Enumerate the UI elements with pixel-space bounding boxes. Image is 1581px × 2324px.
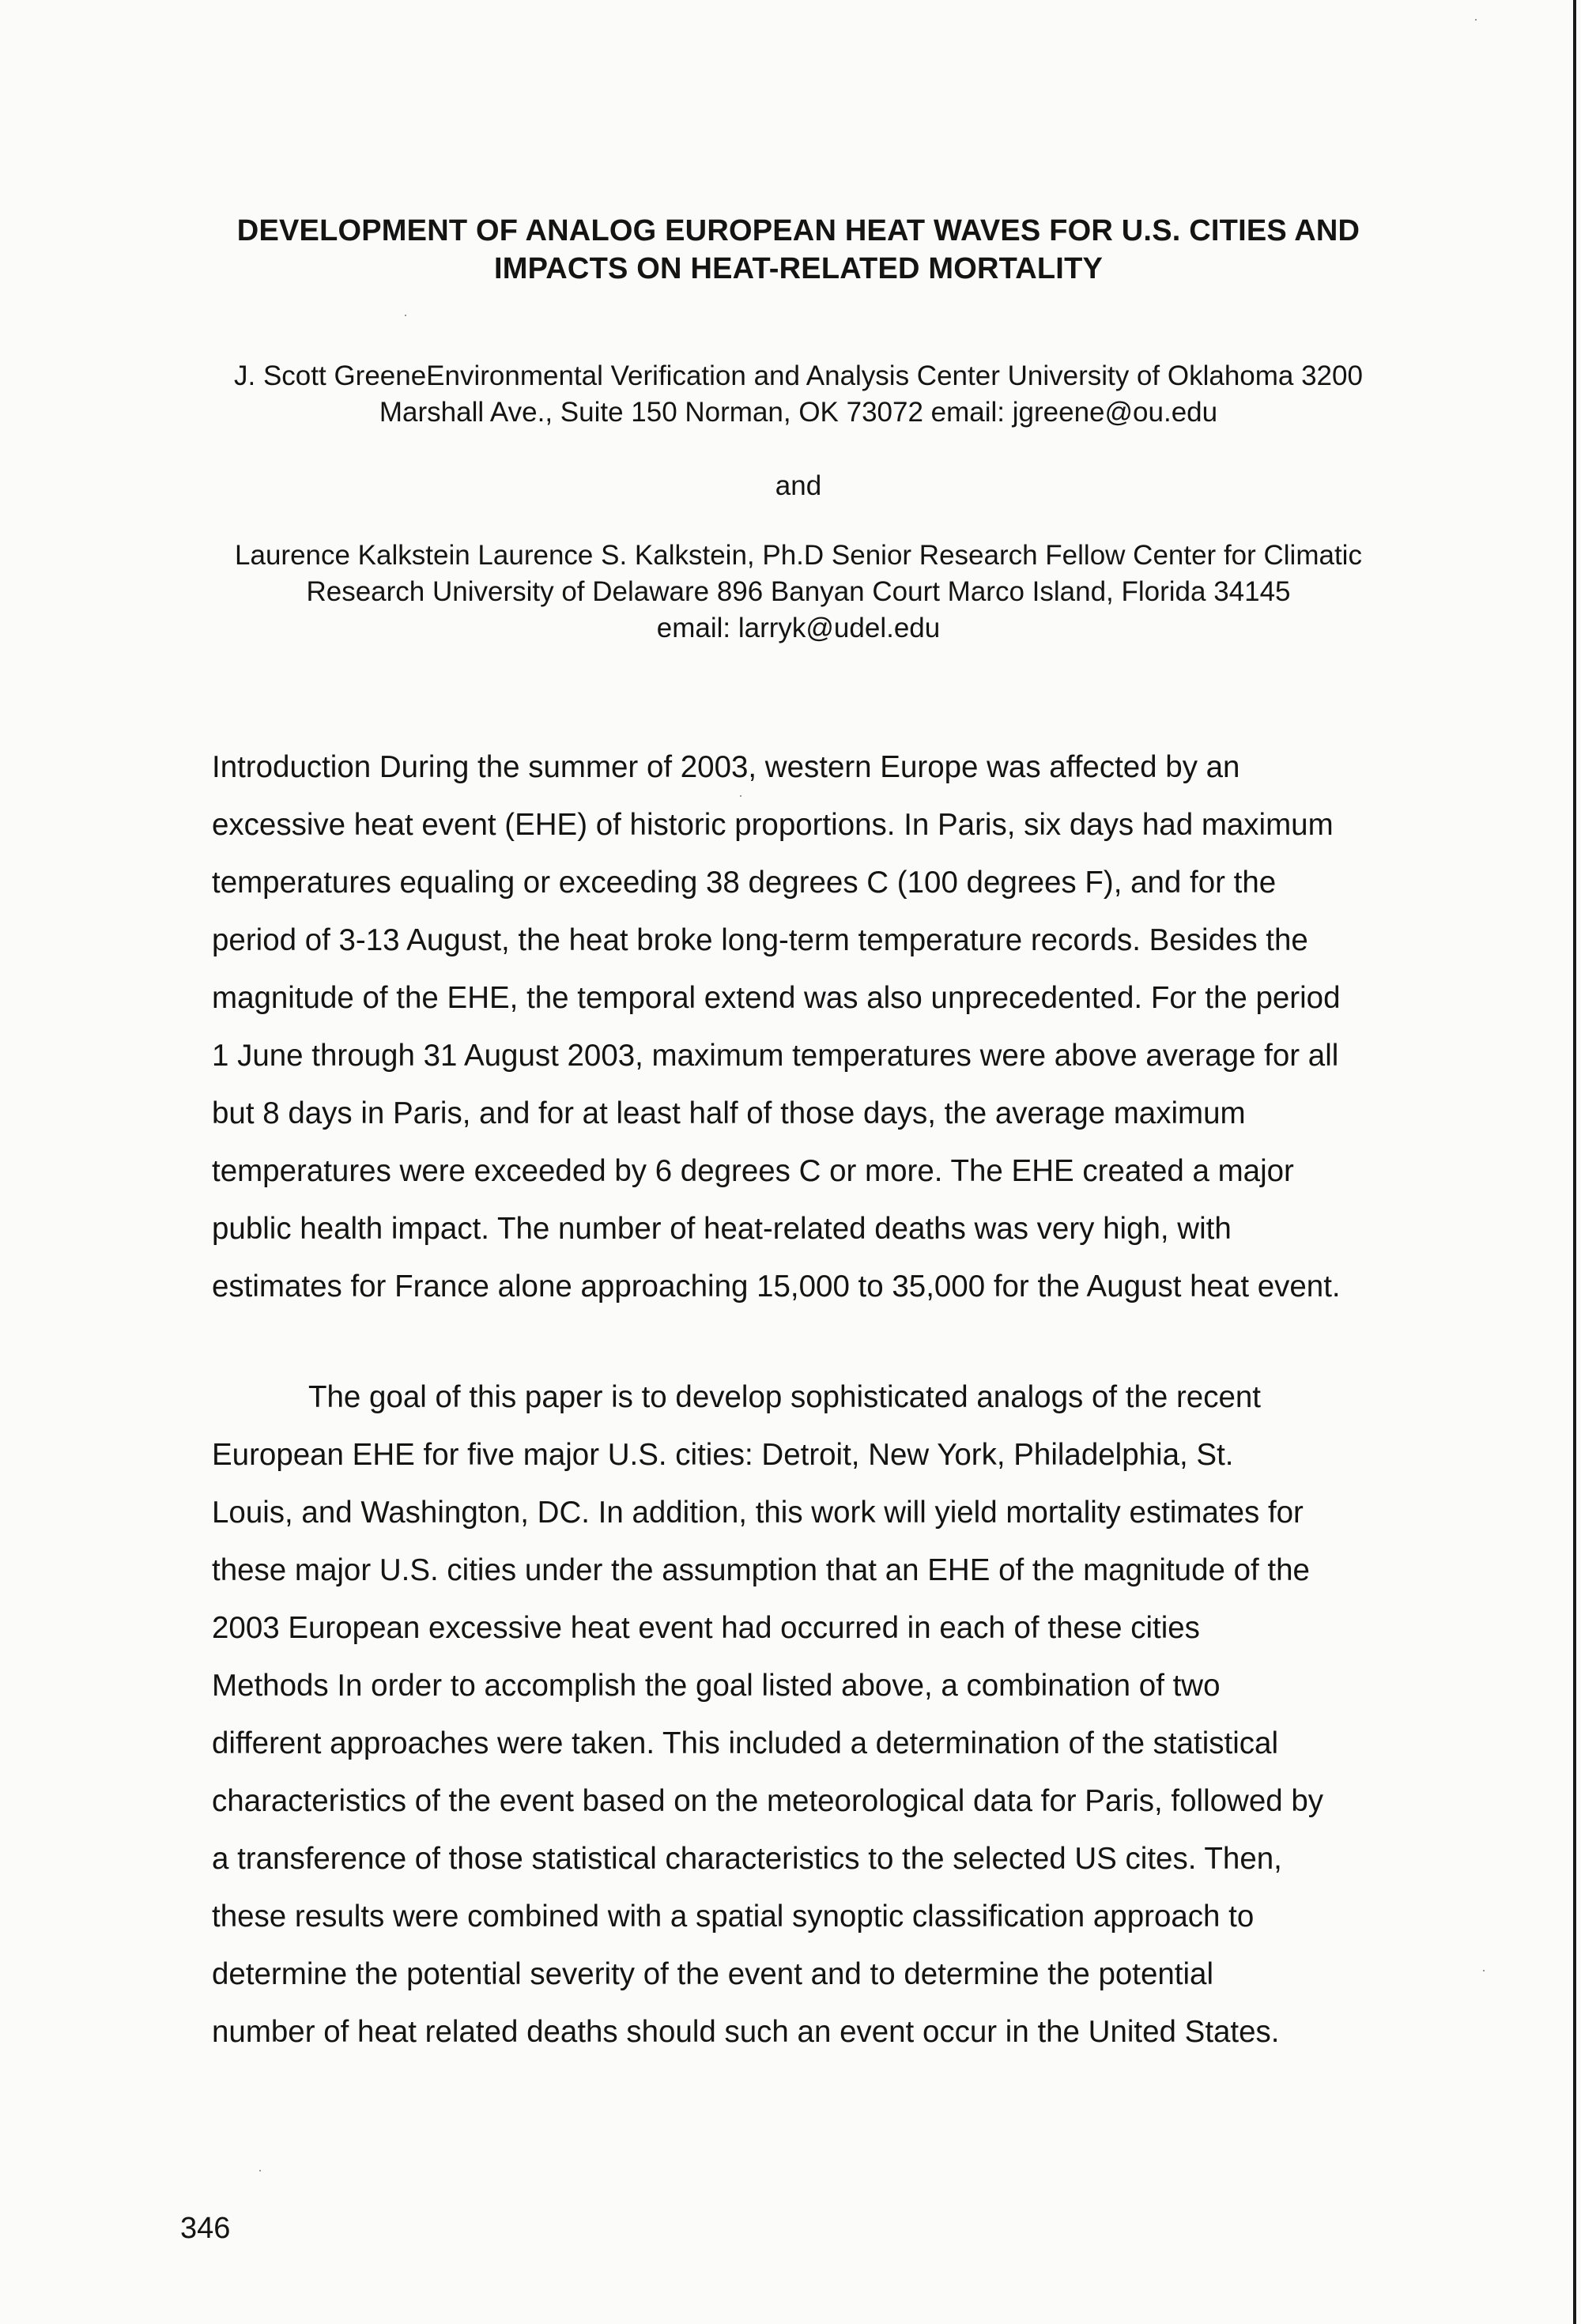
paragraph-line: period of 3-13 August, the heat broke long-term temperature records. Besides the [212,923,1308,957]
paragraph-line: Introduction During the summer of 2003, western Europe was affected by an [212,750,1240,784]
title-line-2: IMPACTS ON HEAT-RELATED MORTALITY [493,252,1104,285]
scan-speck [740,795,741,797]
page-number: 346 [180,2212,231,2245]
scan-speck [1475,19,1477,21]
paragraph-line: Methods In order to accomplish the goal listed above, a combination of two [212,1669,1221,1703]
scan-speck [1483,1970,1485,1971]
author-1-line-2: Marshall Ave., Suite 150 Norman, OK 73072 email: jgreene@ou.edu [379,397,1218,428]
paragraph-line: but 8 days in Paris, and for at least half of those days, the average maximum [212,1096,1246,1130]
paragraph-line: these results were combined with a spatial synoptic classification approach to [212,1900,1255,1934]
paragraph-line: temperatures were exceeded by 6 degrees C or more. The EHE created a major [212,1154,1294,1188]
paragraph-line: magnitude of the EHE, the temporal extend was also unprecedented. For the period [212,981,1341,1015]
paragraph-line: European EHE for five major U.S. cities: Detroit, New York, Philadelphia, St. [212,1438,1234,1472]
author-2-line-3: email: larryk@udel.edu [656,613,941,643]
paragraph-line: The goal of this paper is to develop sophisticated analogs of the recent [308,1380,1261,1414]
author-2-line-1: Laurence Kalkstein Laurence S. Kalkstein, Ph.D Senior Research Fellow Center for Climatic [235,540,1362,571]
author-2-affiliation [158,538,1439,647]
scan-speck [405,315,406,316]
paper-title [158,212,1439,288]
paragraph-line: 1 June through 31 August 2003, maximum temperatures were above average for all [212,1039,1339,1073]
author-1-line-1: J. Scott GreeneEnvironmental Verification and Analysis Center University of Oklahoma 3200 [234,360,1363,391]
title-line-1: DEVELOPMENT OF ANALOG EUROPEAN HEAT WAVES FOR U.S. CITIES AND [236,214,1360,247]
paragraph-line: characteristics of the event based on the meteorological data for Paris, followed by [212,1784,1324,1818]
paragraph-line: Louis, and Washington, DC. In addition, this work will yield mortality estimates for [212,1496,1304,1530]
paragraph-line: determine the potential severity of the event and to determine the potential [212,1957,1214,1991]
paragraph-line: estimates for France alone approaching 15,000 to 35,000 for the August heat event. [212,1270,1341,1303]
paragraph-line: these major U.S. cities under the assumption that an EHE of the magnitude of the [212,1553,1310,1587]
paragraph-line: a transference of those statistical characteristics to the selected US cites. Then, [212,1842,1282,1876]
paragraph-line: temperatures equaling or exceeding 38 degrees C (100 degrees F), and for the [212,866,1277,900]
introduction-paragraph [212,738,1445,1315]
paragraph-line: 2003 European excessive heat event had occurred in each of these cities [212,1611,1200,1645]
paragraph-line: excessive heat event (EHE) of historic proportions. In Paris, six days had maximum [212,808,1334,842]
scan-edge-line [1573,0,1576,2324]
author-1-affiliation [158,358,1439,431]
paragraph-line: different approaches were taken. This included a determination of the statistical [212,1726,1279,1760]
paragraph-line: public health impact. The number of heat-related deaths was very high, with [212,1212,1232,1246]
author-2-line-2: Research University of Delaware 896 Banyan Court Marco Island, Florida 34145 [306,576,1291,607]
paragraph-line: number of heat related deaths should such an event occur in the United States. [212,2015,1280,2049]
goal-methods-paragraph [212,1368,1445,2061]
author-separator: and [775,470,822,501]
scan-speck [259,2170,261,2171]
